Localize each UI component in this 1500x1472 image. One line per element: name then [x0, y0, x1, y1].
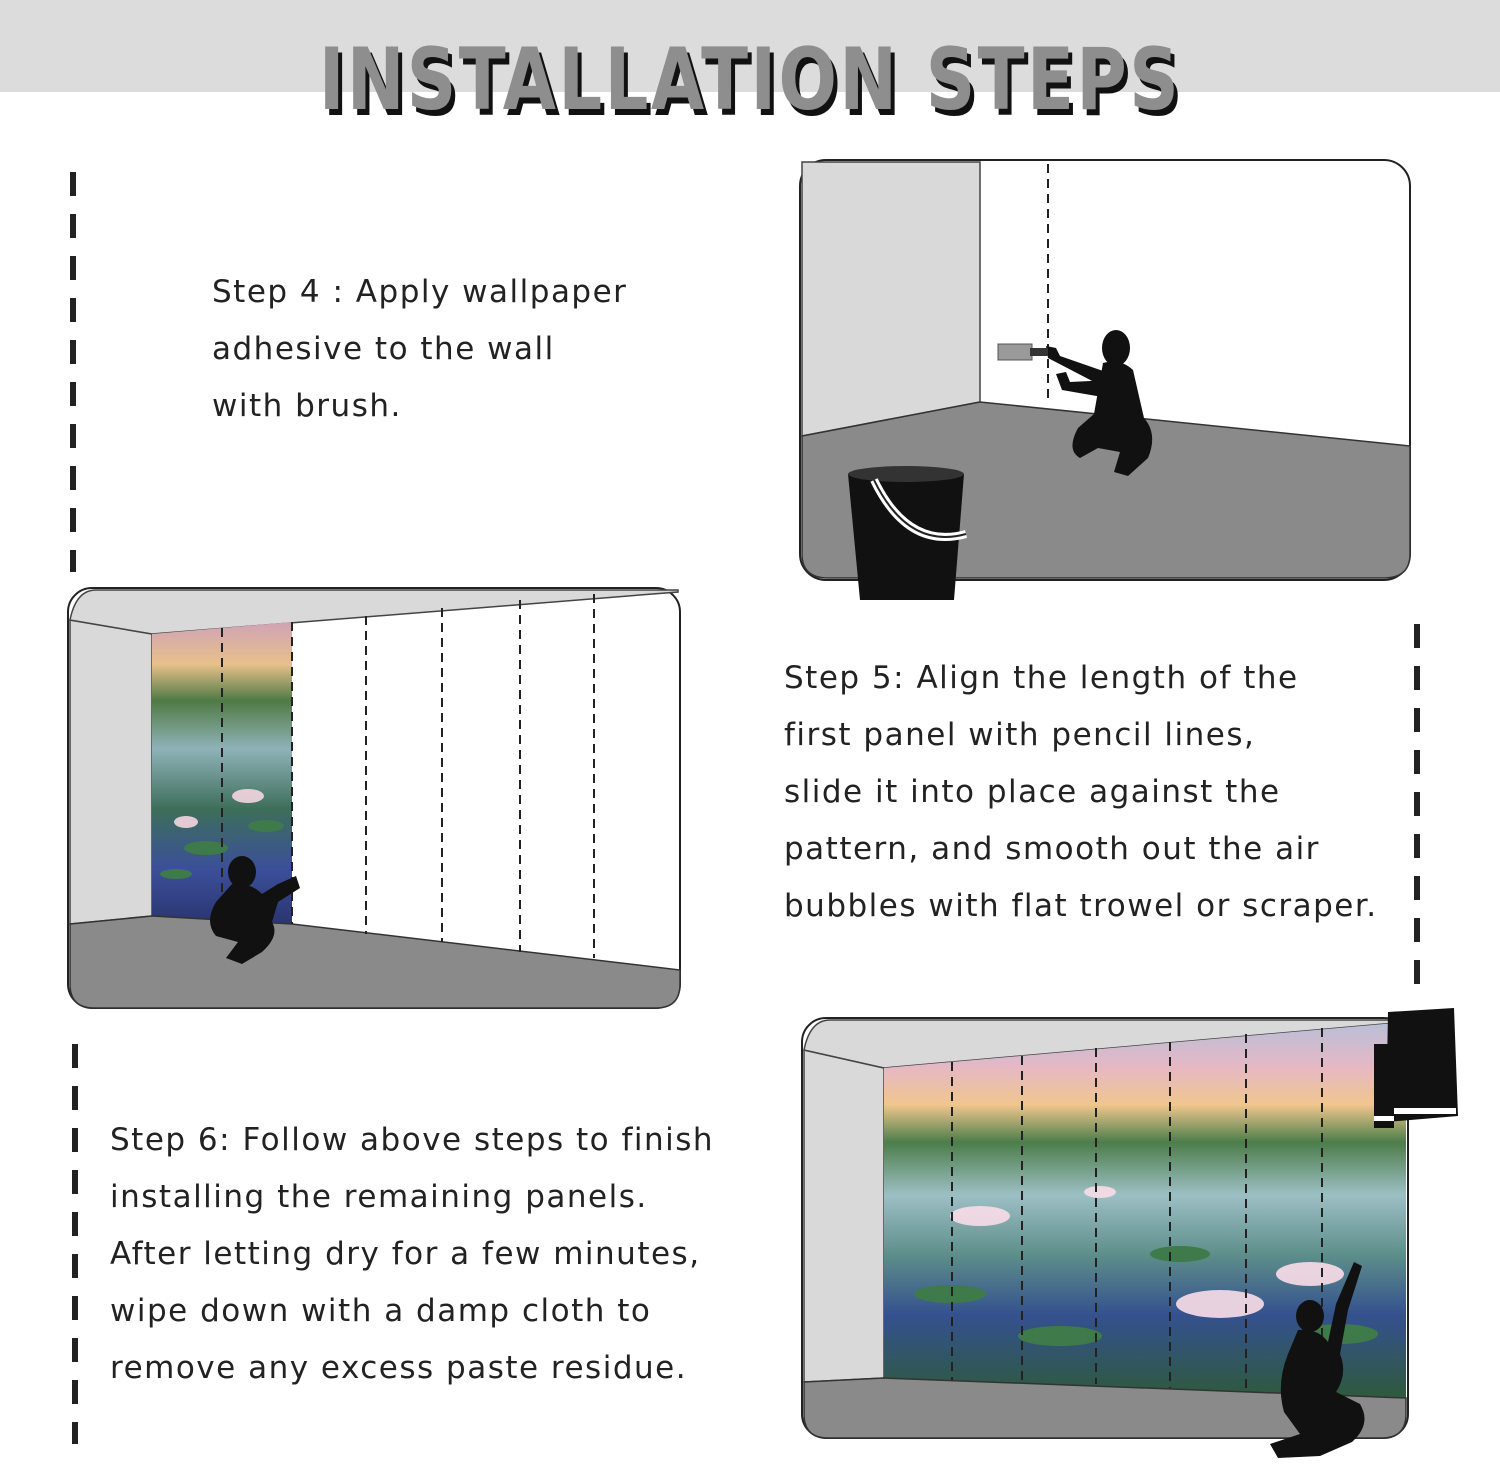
step-6-text: Step 6: Follow above steps to finish installing the remaining panels. After letting dry for a few minutes, wipe down with a damp cloth to remove any excess paste residue. — [110, 1122, 715, 1386]
page-title: INSTALLATION STEPS — [318, 30, 1182, 130]
step-6-illustration — [800, 1004, 1460, 1470]
dashed-separator-right-middle — [1414, 624, 1420, 984]
side-wall — [802, 162, 980, 436]
side-wall — [804, 1050, 884, 1382]
step-5-text: Step 5: Align the length of the first panel with pencil lines, slide it into place against the pattern, and smooth out the air bubbles with flat trowel or scraper. — [784, 660, 1378, 924]
dashed-separator-left-top — [70, 172, 76, 572]
dashed-separator-left-bottom — [72, 1044, 78, 1444]
step-4-text: Step 4 : Apply wallpaper adhesive to the wall with brush. — [212, 274, 628, 424]
step-5-illustration — [66, 586, 684, 1014]
bucket-icon — [848, 466, 966, 600]
side-wall — [70, 620, 152, 924]
step-4-illustration — [798, 158, 1414, 606]
